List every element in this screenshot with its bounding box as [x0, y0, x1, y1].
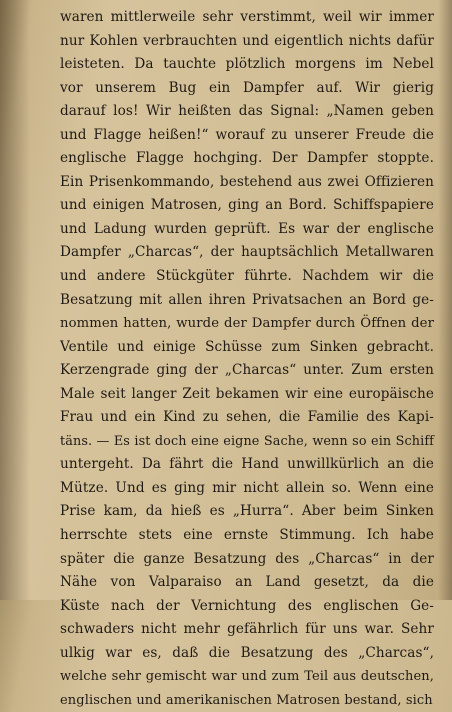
- text-line: Küste nach der Vernichtung des englischen Ge-: [60, 597, 434, 614]
- text-line: Dampfer „Charcas“, der hauptsächlich Metallwaren: [60, 244, 434, 261]
- text-line: herrschte stets eine ernste Stimmung. Ich habe: [60, 527, 434, 544]
- text-line: waren mittlerweile sehr verstimmt, weil wir immer: [60, 9, 434, 25]
- text-line: nur Kohlen verbrauchten und eigentlich nichts dafür: [60, 32, 434, 49]
- page-edge-shadow: [438, 0, 452, 600]
- text-line: Ventile und einige Schüsse zum Sinken gebracht.: [60, 338, 434, 355]
- text-line: und andere Stückgüter führte. Nachdem wir die: [60, 268, 434, 285]
- gutter-shadow: [0, 0, 30, 600]
- text-line: später die ganze Besatzung des „Charcas“ in der: [60, 550, 434, 567]
- text-line: Besatzung mit allen ihren Privatsachen an Bord ge-: [60, 291, 434, 308]
- text-line: leisteten. Da tauchte plötzlich morgens im Nebel: [60, 56, 434, 73]
- text-line: welche sehr gemischt war und zum Teil aus deutschen,: [60, 669, 434, 685]
- text-line: täns. — Es ist doch eine eigne Sache, wenn so ein Schiff: [60, 433, 434, 449]
- text-line: und einigen Matrosen, ging an Bord. Schiffspapiere: [60, 197, 434, 214]
- text-line: Ein Prisenkommando, bestehend aus zwei Offizieren: [60, 173, 434, 190]
- text-line: vor unserem Bug ein Dampfer auf. Wir gierig: [60, 79, 434, 96]
- text-line: schwaders nicht mehr gefährlich für uns war. Sehr: [60, 621, 434, 638]
- text-line: und Flagge heißen!“ worauf zu unserer Freude die: [60, 126, 434, 143]
- body-text: [60, 6, 434, 712]
- text-line: Mütze. Und es ging mir nicht allein so. Wenn eine: [60, 479, 434, 496]
- text-line: englischen und amerikanischen Matrosen bestand, sich: [60, 692, 433, 708]
- text-line: Kerzengrade ging der „Charcas“ unter. Zum ersten: [60, 362, 434, 379]
- text-line: Prise kam, da hieß es „Hurra“. Aber beim Sinken: [60, 503, 434, 520]
- text-line: Nähe von Valparaiso an Land gesetzt, da die: [60, 574, 434, 591]
- text-line: und Ladung wurden geprüft. Es war der englische: [60, 220, 434, 237]
- text-line: Frau und ein Kind zu sehen, die Familie des Kapi-: [60, 409, 434, 426]
- text-line: darauf los! Wir heißten das Signal: „Namen geben: [60, 103, 434, 120]
- text-line: Male seit langer Zeit bekamen wir eine europäische: [60, 385, 434, 402]
- text-line: untergeht. Da fährt die Hand unwillkürlich an die: [60, 456, 434, 473]
- text-line: englische Flagge hochging. Der Dampfer stoppte.: [60, 150, 434, 167]
- text-line: nommen hatten, wurde der Dampfer durch Öffnen der: [60, 316, 434, 332]
- text-line: ulkig war es, daß die Besatzung des „Charcas“,: [60, 644, 434, 661]
